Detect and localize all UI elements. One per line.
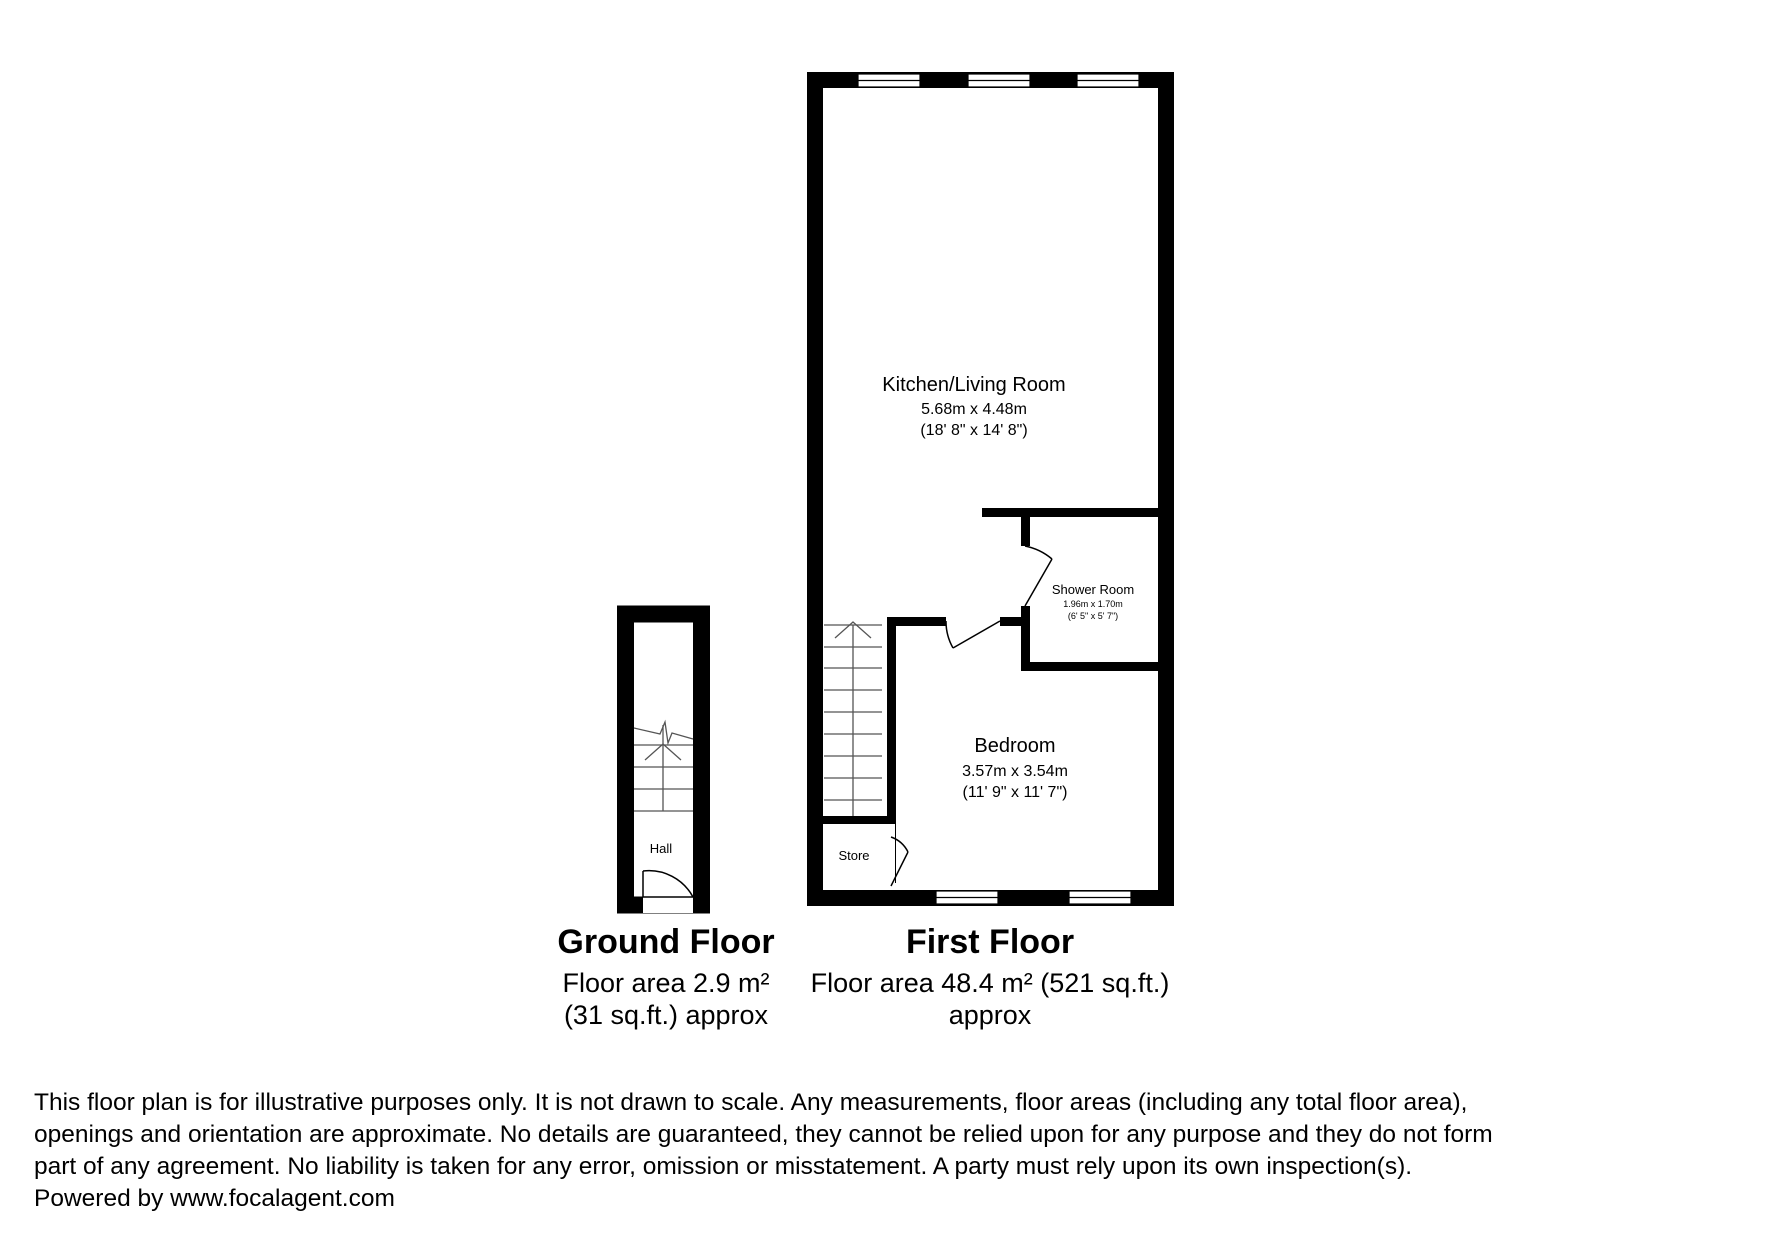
room-dim-bedroom-metric: 3.57m x 3.54m xyxy=(962,763,1068,780)
hall-entrance-door xyxy=(643,871,693,913)
disclaimer-text xyxy=(34,1087,1744,1215)
store-door xyxy=(880,824,908,886)
room-label-kitchen-living: Kitchen/Living Room xyxy=(882,374,1066,396)
first-floor-area-line2: approx xyxy=(948,1000,1032,1030)
first-floor-area-line1: Floor area 48.4 m² (521 sq.ft.) xyxy=(810,968,1170,998)
first-floor-title: First Floor xyxy=(905,923,1075,961)
ground-floor-stairs xyxy=(634,722,693,811)
powered-by-credit: Powered by www.focalagent.com xyxy=(34,1185,395,1212)
room-dim-shower-imperial: (6' 5" x 5' 7") xyxy=(1067,611,1119,621)
room-dim-kitchen-living-metric: 5.68m x 4.48m xyxy=(921,401,1027,418)
first-floor-stairs xyxy=(824,622,882,816)
room-label-hall: Hall xyxy=(649,841,673,856)
disclaimer-line: openings and orientation are approximate. No details are guaranteed, they cannot be relied upon for any purpose and they do not form xyxy=(34,1121,1493,1148)
shower-room-door xyxy=(1025,546,1052,606)
ground-floor-area-line2: (31 sq.ft.) approx xyxy=(563,1000,769,1030)
room-label-bedroom: Bedroom xyxy=(974,735,1056,757)
ground-floor-plan xyxy=(626,614,702,913)
disclaimer-line: This floor plan is for illustrative purposes only. It is not drawn to scale. Any measurements, floor areas (including any total floor area), xyxy=(34,1089,1468,1116)
disclaimer-line: part of any agreement. No liability is taken for any error, omission or misstatement. A party must rely upon its own inspection(s). xyxy=(34,1153,1413,1180)
ground-floor-title: Ground Floor xyxy=(557,923,775,961)
room-dim-kitchen-living-imperial: (18' 8" x 14' 8") xyxy=(920,422,1028,439)
room-label-shower: Shower Room xyxy=(1051,582,1135,597)
kitchen-windows xyxy=(858,74,1139,87)
first-floor-plan xyxy=(815,74,1166,904)
bedroom-door xyxy=(946,621,1000,648)
room-label-store: Store xyxy=(838,848,870,863)
room-dim-shower-metric: 1.96m x 1.70m xyxy=(1063,599,1123,609)
room-dim-bedroom-imperial: (11' 9" x 11' 7") xyxy=(962,784,1068,801)
ground-floor-area-line1: Floor area 2.9 m² xyxy=(562,968,770,998)
